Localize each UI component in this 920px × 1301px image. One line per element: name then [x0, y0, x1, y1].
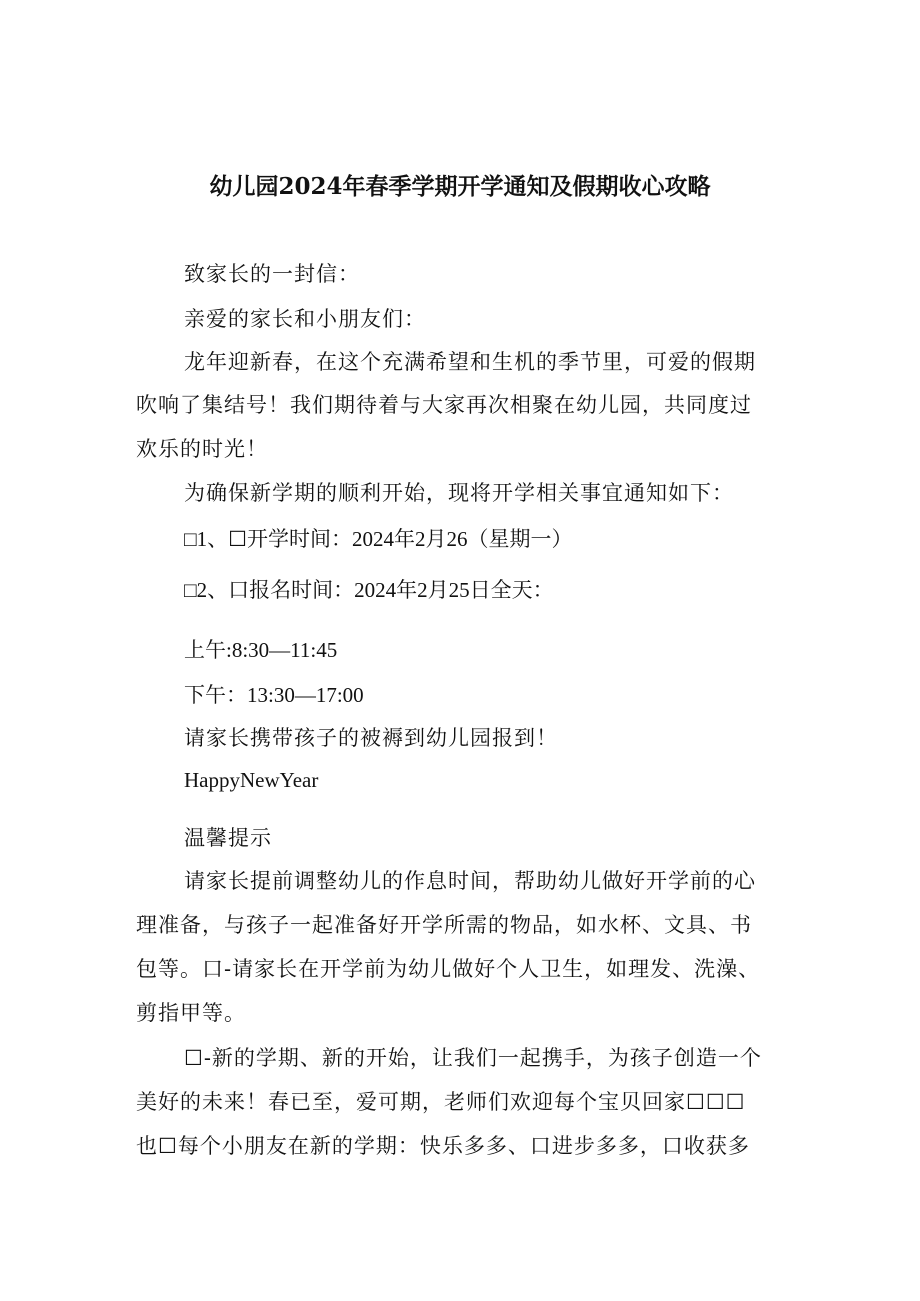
registration-afternoon-time: 下午：13:30—17:00 [184, 683, 364, 707]
bring-bedding-note: 请家长携带孩子的被褥到幼儿园报到！ [184, 726, 558, 750]
notice-item-registration: □2、口报名时间：2024年2月25日全天： [184, 578, 554, 602]
tips-paragraph-line: 请家长提前调整幼儿的作息时间，帮助幼儿做好开学前的心 [184, 869, 756, 893]
tips-heading: 温馨提示 [184, 826, 272, 850]
closing-paragraph-line: 美好的未来！春已至，爱可期，老师们欢迎每个宝贝回家☐☐☐ [136, 1090, 746, 1114]
notice-item-start-date: □1、☐开学时间：2024年2月26（星期一） [184, 527, 573, 551]
closing-paragraph-line: ☐-新的学期、新的开始，让我们一起携手，为孩子创造一个 [184, 1046, 762, 1070]
tips-paragraph-line: 理准备，与孩子一起准备好开学所需的物品，如水杯、文具、书 [136, 913, 752, 937]
intro-paragraph-line: 欢乐的时光！ [136, 437, 268, 461]
greeting: 亲爱的家长和小朋友们： [184, 307, 426, 331]
tips-paragraph-line: 包等。口-请家长在开学前为幼儿做好个人卫生，如理发、洗澡、 [136, 957, 761, 981]
registration-morning-time: 上午:8:30—11:45 [184, 638, 338, 662]
tips-paragraph-line: 剪指甲等。 [136, 1001, 246, 1025]
document-title: 幼儿园2024年春季学期开学通知及假期收心攻略 [209, 173, 711, 200]
intro-paragraph-line: 龙年迎新春，在这个充满希望和生机的季节里，可爱的假期 [184, 350, 756, 374]
intro-paragraph-line: 吹响了集结号！我们期待着与大家再次相聚在幼儿园，共同度过 [136, 393, 752, 417]
salutation: 致家长的一封信： [184, 262, 360, 286]
closing-paragraph-line: 也☐每个小朋友在新的学期：快乐多多、口进步多多，口收获多 [136, 1134, 750, 1158]
happy-new-year-text: HappyNewYear [184, 768, 319, 792]
notice-lead: 为确保新学期的顺利开始，现将开学相关事宜通知如下： [184, 481, 734, 505]
